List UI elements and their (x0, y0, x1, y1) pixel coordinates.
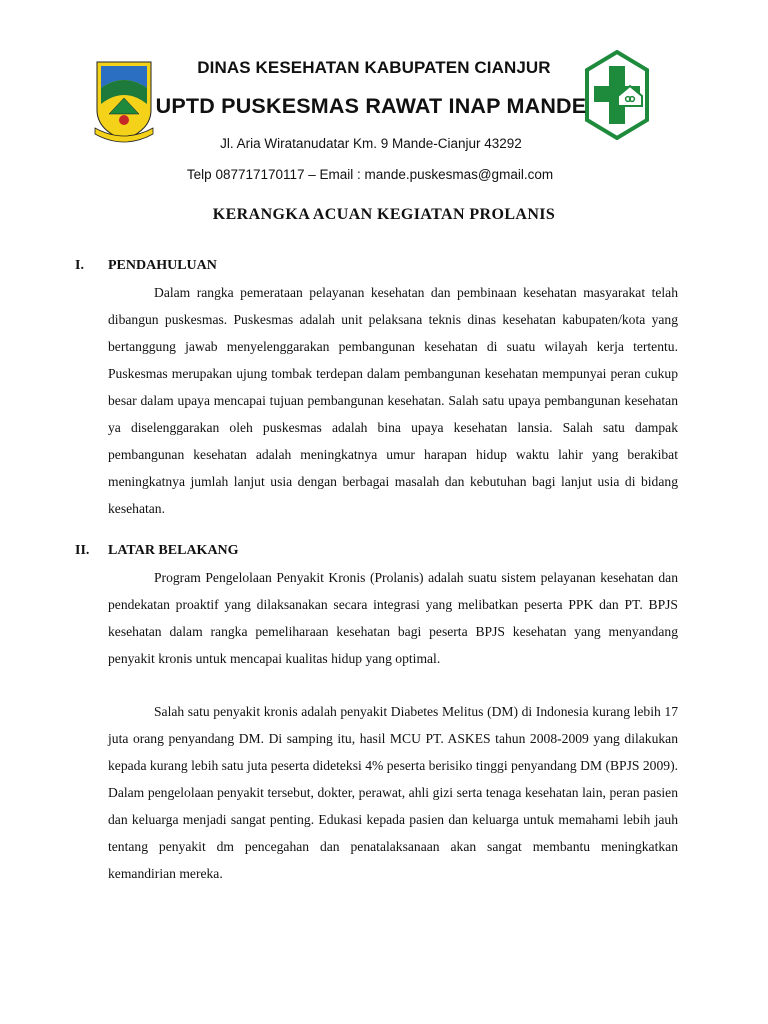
section-title: PENDAHULUAN (108, 258, 217, 273)
letterhead-agency: DINAS KESEHATAN KABUPATEN CIANJUR (197, 58, 551, 77)
letterhead-contact: Telp 087717170117 – Email : mande.puskesmas@gmail.com (186, 167, 554, 182)
document-title: KERANGKA ACUAN KEGIATAN PROLANIS (212, 206, 556, 223)
section-number: II. (75, 543, 90, 558)
letterhead-address: Jl. Aria Wiratanudatar Km. 9 Mande-Cianjur 43292 (220, 136, 522, 151)
paragraph-pendahuluan: Dalam rangka pemerataan pelayanan kesehatan dan pembinaan kesehatan masyarakat telah dibangun puskesmas. Puskesmas adalah unit pelaksana teknis dinas kesehatan kabupaten/kota yang bertanggung jawab menyelenggarakan pembangunan kesehatan di suatu wilayah kerja tertentu. Puskesmas merupakan ujung tombak terdepan dalam pembangunan kesehatan mempunyai peran cukup besar dalam upaya mencapai tujuan pembangunan kesehatan. Salah satu upaya pembangunan kesehatan ya diselenggarakan oleh puskesmas adalah bina upaya kesehatan lansia. Salah satu dampak pembangunan kesehatan adalah meningkatnya umur harapan hidup waktu lahir yang berakibat meningkatnya jumlah lanjut usia dengan berbagai masalah dan kebutuhan bagi lanjut usia di bidang kesehatan. (108, 285, 678, 516)
letterhead-unit: UPTD PUSKESMAS RAWAT INAP MANDE (155, 94, 587, 118)
paragraph-latar-belakang-1: Program Pengelolaan Penyakit Kronis (Prolanis) adalah suatu sistem pelayanan kesehatan dan pendekatan proaktif yang dilaksanakan secara integrasi yang melibatkan peserta PPK dan PT. BPJS kesehatan dalam rangka pemeliharaan kesehatan bagi peserta BPJS kesehatan yang menyandang penyakit kronis untuk mencapai kualitas hidup yang optimal. (108, 570, 678, 666)
section-number: I. (75, 258, 84, 273)
paragraph-latar-belakang-2: Salah satu penyakit kronis adalah penyakit Diabetes Melitus (DM) di Indonesia kurang lebih 17 juta orang penyandang DM. Di samping itu, hasil MCU PT. ASKES tahun 2008-2009 yang dilakukan kepada kurang lebih satu juta peserta dideteksi 4% peserta berisiko tinggi penyandang DM (BPJS 2009). Dalam pengelolaan penyakit tersebut, dokter, perawat, ahli gizi serta tenaga kesehatan lain, peran pasien dan keluarga menjadi sangat penting. Edukasi kepada pasien dan keluarga untuk memahami lebih jauh tentang penyakit dm pencegahan dan penatalaksanaan akan sangat membantu meningkatkan kemandirian mereka. (108, 704, 678, 881)
section-title: LATAR BELAKANG (108, 543, 239, 558)
